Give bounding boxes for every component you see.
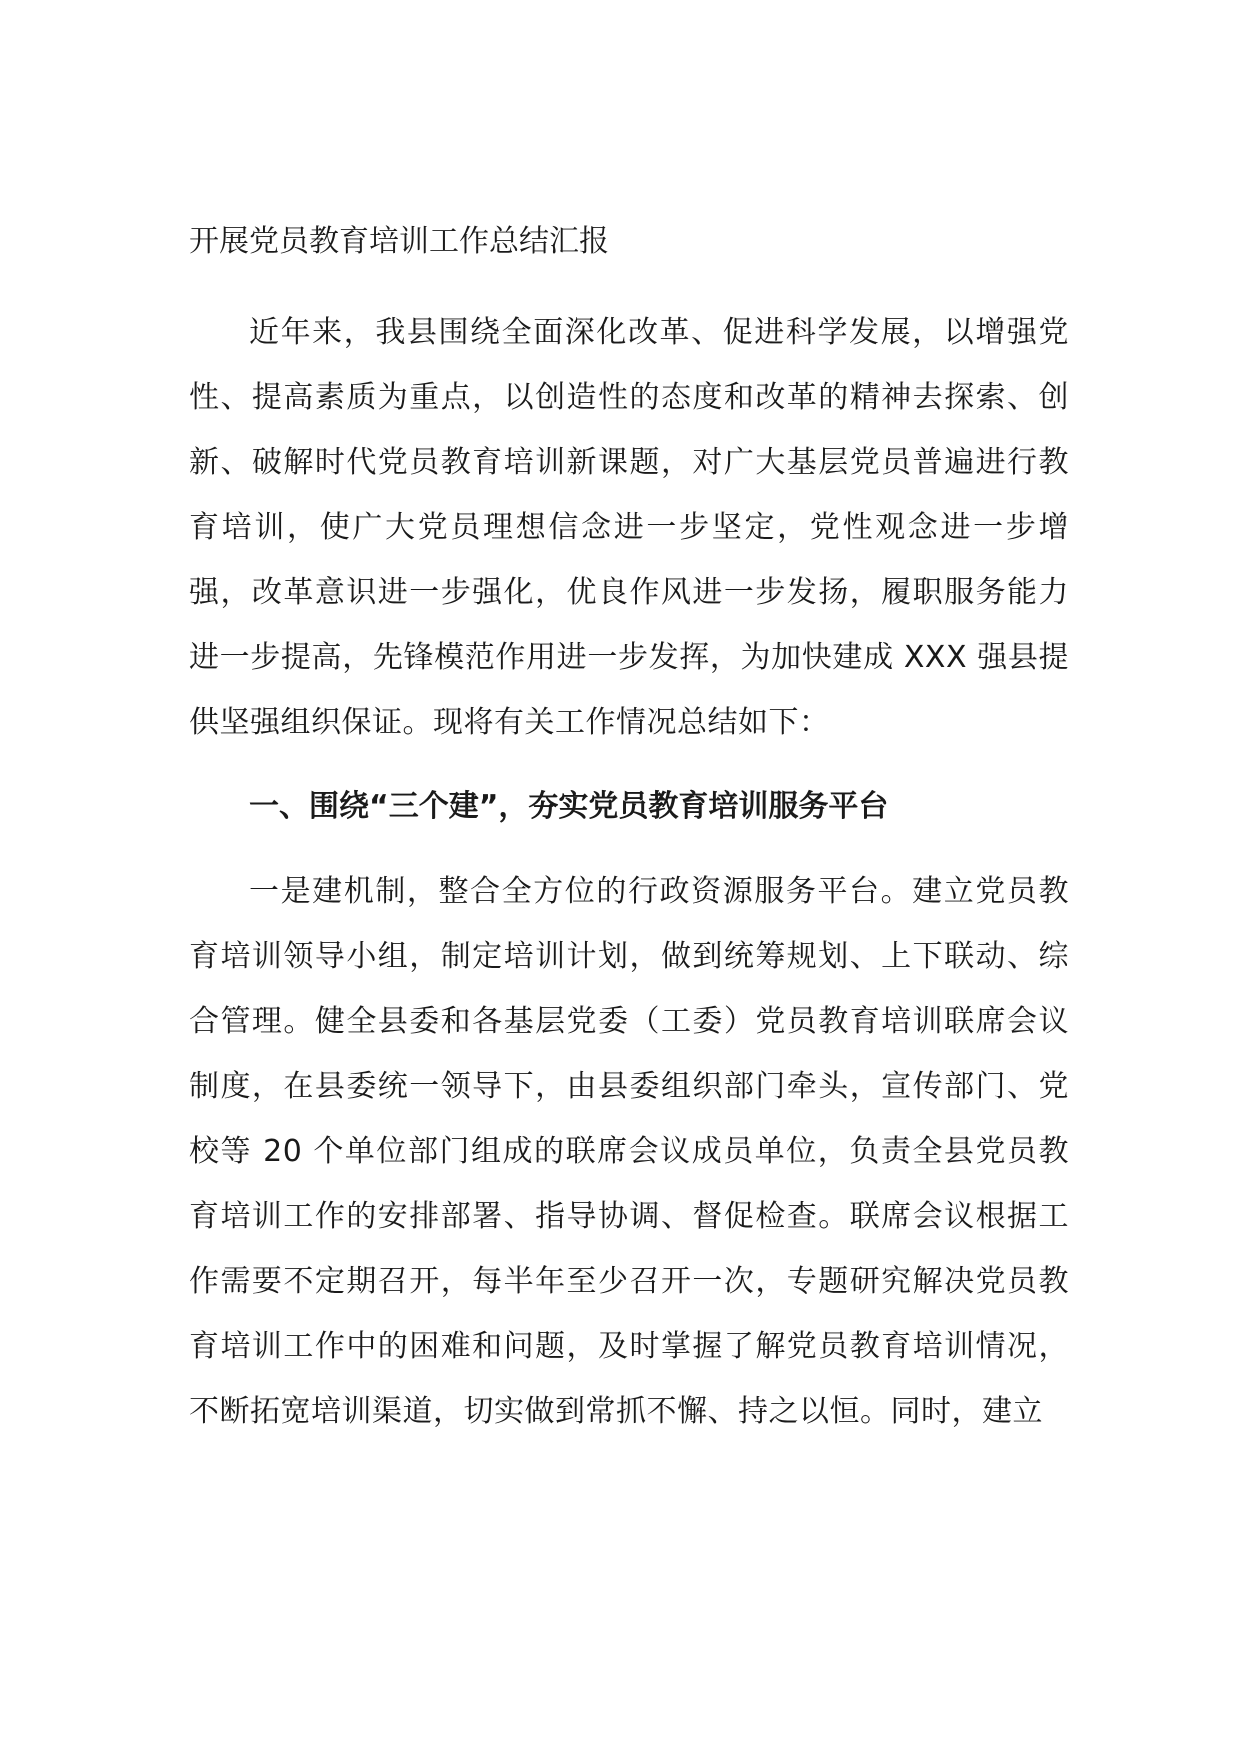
document-title: 开展党员教育培训工作总结汇报 xyxy=(189,224,609,259)
document-body xyxy=(189,212,1069,1444)
section-paragraph: 一是建机制，整合全方位的行政资源服务平台。建立党员教育培训领导小组，制定培训计划，做到统筹规划、上下联动、综合管理。健全县委和各基层党委（工委）党员教育培训联席会议制度，在县委统一领导下，由县委组织部门牵头，宣传部门、党校等 20 个单位部门组成的联席会议成员单位，负责全县党员教育培训工作的安排部署、指导协调、督促检查。联席会议根据工作需要不定期召开，每半年至少召开一次，专题研究解决党员教育培训工作中的困难和问题，及时掌握了解党员教育培训情况，不断拓宽培训渠道，切实做到常抓不懈、持之以恒。同时，建立 xyxy=(189,874,1069,1429)
intro-paragraph: 近年来，我县围绕全面深化改革、促进科学发展，以增强党性、提高素质为重点，以创造性的态度和改革的精神去探索、创新、破解时代党员教育培训新课题，对广大基层党员普遍进行教育培训，使广大党员理想信念进一步坚定，党性观念进一步增强，改革意识进一步强化，优良作风进一步发扬，履职服务能力进一步提高，先锋模范作用进一步发挥，为加快建成 XXX 强县提供坚强组织保证。现将有关工作情况总结如下： xyxy=(189,315,1069,740)
section-heading: 一、围绕“三个建”，夯实党员教育培训服务平台 xyxy=(249,789,889,824)
